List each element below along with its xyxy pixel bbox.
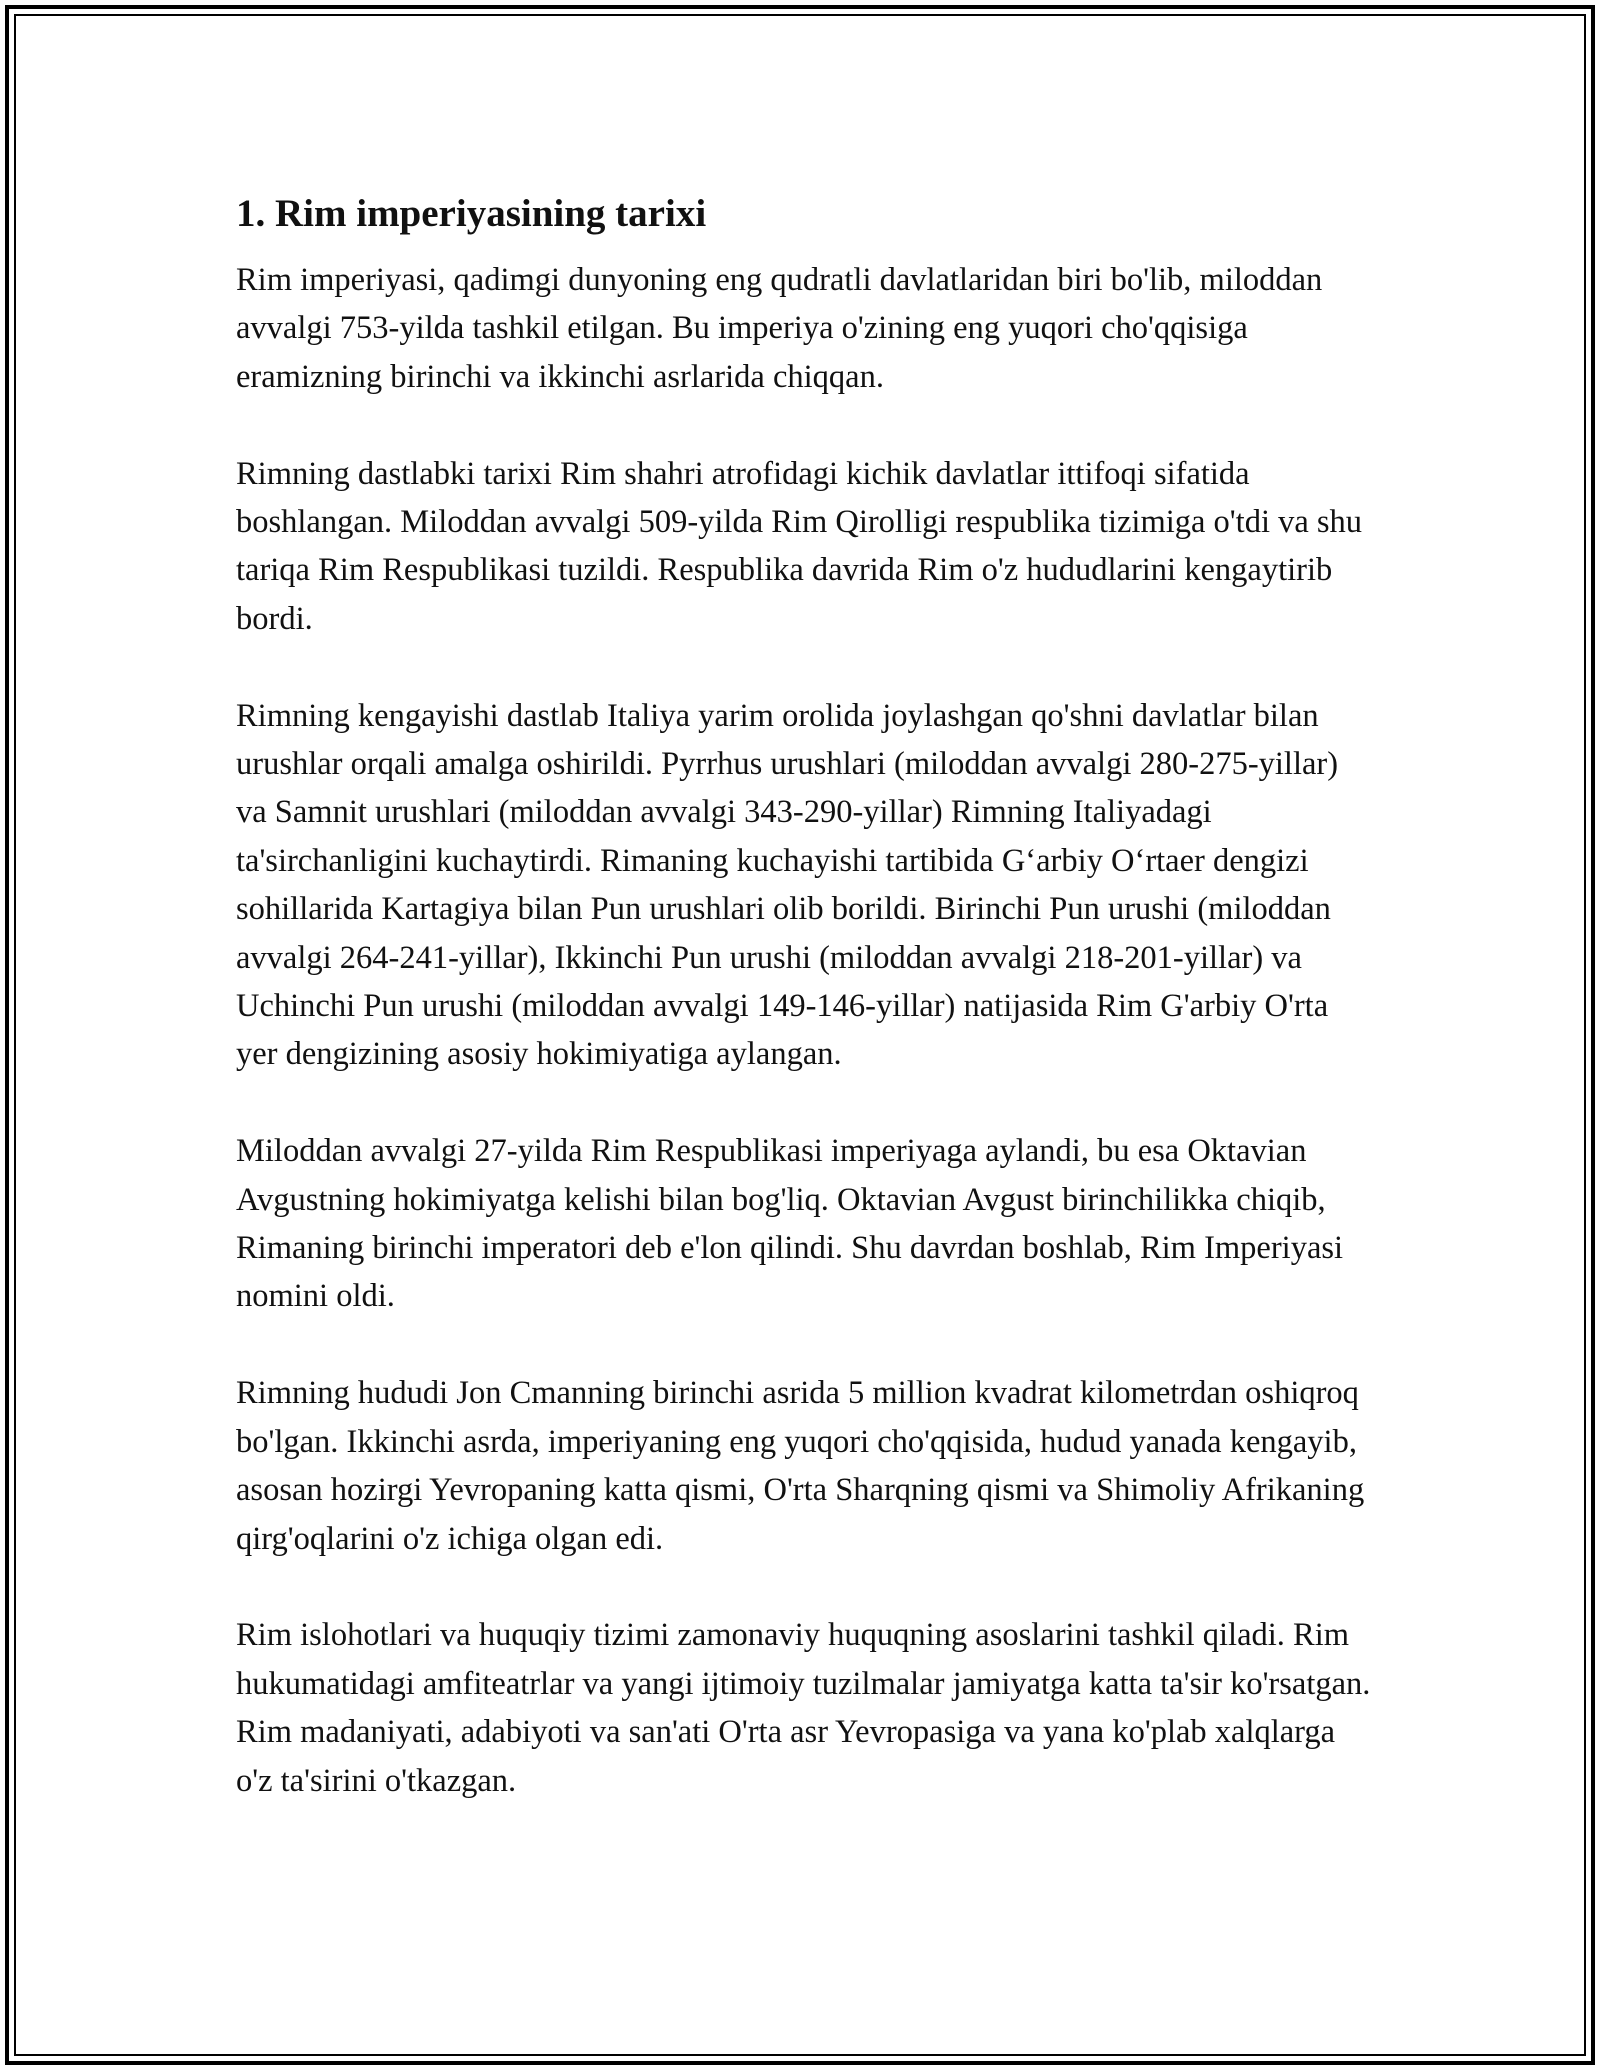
paragraph-2: Rimning dastlabki tarixi Rim shahri atrofidagi kichik davlatlar ittifoqi sifatida boshlangan. Miloddan avvalgi 509-yilda Rim Qirolligi respublika tizimiga o'tdi va shu tariqa Rim Respublikasi tuzildi. Respublika davrida Rim o'z hududlarini kengaytirib bordi.	[236, 455, 1363, 637]
section-heading: 1. Rim imperiyasining tarixi	[236, 192, 707, 235]
paragraph-5: Rimning hududi Jon Cmanning birinchi asrida 5 million kvadrat kilometrdan oshiqroq bo'lgan. Ikkinchi asrda, imperiyaning eng yuqori cho'qqisida, hudud yanada kengayib, asosan hozirgi Yevropaning katta qismi, O'rta Sharqning qismi va Shimoliy Afrikaning qirg'oqlarini o'z ichiga olgan edi.	[236, 1375, 1365, 1557]
paragraph-3: Rimning kengayishi dastlab Italiya yarim orolida joylashgan qo'shni davlatlar bilan urushlar orqali amalga oshirildi. Pyrrhus urushlari (miloddan avvalgi 280-275-yillar) va Samnit urushlari (miloddan avvalgi 343-290-yillar) Rimning Italiyadagi ta'sirchanligini kuchaytirdi. Rimaning kuchayishi tartibida G‘arbiy O‘rtaer dengizi sohillarida Kartagiya bilan Pun urushlari olib borildi. Birinchi Pun urushi (miloddan avvalgi 264-241-yillar), Ikkinchi Pun urushi (miloddan avvalgi 218-201-yillar) va Uchinchi Pun urushi (miloddan avvalgi 149-146-yillar) natijasida Rim G'arbiy O'rta yer dengizining asosiy hokimiyatiga aylangan.	[236, 697, 1339, 1073]
paragraph-1: Rim imperiyasi, qadimgi dunyoning eng qudratli davlatlaridan biri bo'lib, miloddan avvalgi 753-yilda tashkil etilgan. Bu imperiya o'zining eng yuqori cho'qqisiga eramizning birinchi va ikkinchi asrlarida chiqqan.	[236, 262, 1323, 395]
paragraph-4: Miloddan avvalgi 27-yilda Rim Respublikasi imperiyaga aylandi, bu esa Oktavian Avgustning hokimiyatga kelishi bilan bog'liq. Oktavian Avgust birinchilikka chiqib, Rimaning birinchi imperatori deb e'lon qilindi. Shu davrdan boshlab, Rim Imperiyasi nomini oldi.	[236, 1133, 1344, 1315]
paragraph-6: Rim islohotlari va huquqiy tizimi zamonaviy huquqning asoslarini tashkil qiladi. Rim hukumatidagi amfiteatrlar va yangi ijtimoiy tuzilmalar jamiyatga katta ta'sir ko'rsatgan. Rim madaniyati, adabiyoti va san'ati O'rta asr Yevropasiga va yana ko'plab xalqlarga o'z ta'sirini o'tkazgan.	[236, 1617, 1371, 1799]
document-body	[236, 188, 1376, 1805]
